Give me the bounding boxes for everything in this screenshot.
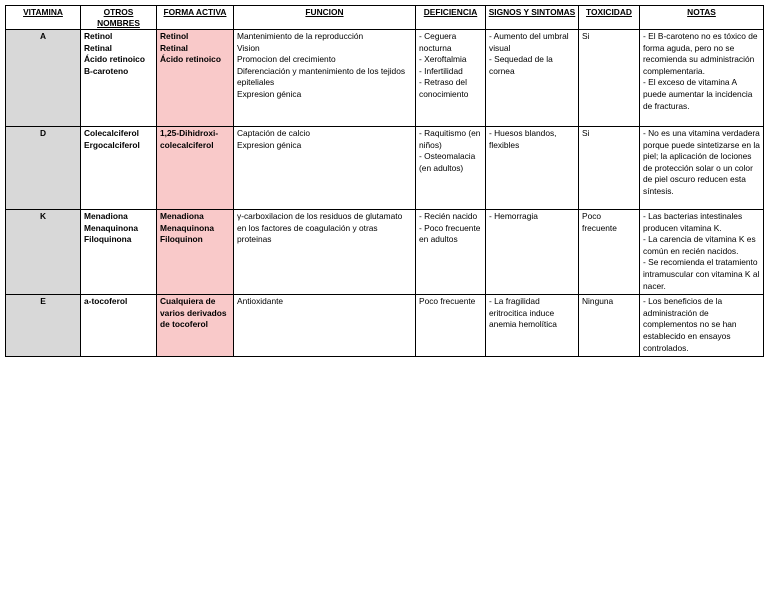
list-item: Retinol xyxy=(84,31,113,41)
list-item: Expresion génica xyxy=(237,139,302,150)
toxicidad-cell: Poco frecuente xyxy=(579,210,640,295)
list-item: Vision xyxy=(237,42,260,53)
vitamina-cell: E xyxy=(6,295,81,357)
toxicidad-cell: Ninguna xyxy=(579,295,640,357)
funcion-cell xyxy=(234,295,416,357)
list-item: Menaquinona xyxy=(84,222,138,233)
vitamina-cell: D xyxy=(6,127,81,210)
list-item: Ácido retinoico xyxy=(160,54,221,65)
otros-nombres-cell xyxy=(81,295,157,357)
list-item: - Huesos blandos, flexibles xyxy=(489,128,557,150)
header-vitamina: VITAMINA xyxy=(6,6,81,30)
list-item: Promocion del crecimiento xyxy=(237,54,336,65)
funcion-cell xyxy=(234,127,416,210)
list-item: - Hemorragia xyxy=(489,211,538,221)
notas-cell xyxy=(640,210,764,295)
deficiencia-cell xyxy=(416,127,486,210)
list-item: Menadiona xyxy=(160,211,204,221)
otros-nombres-cell xyxy=(81,210,157,295)
forma-activa-cell xyxy=(157,30,234,127)
list-item: Retinol xyxy=(160,31,189,41)
signos-cell xyxy=(486,127,579,210)
toxicidad-cell: Si xyxy=(579,30,640,127)
list-item: Menaquinona xyxy=(160,222,214,233)
list-item: - El B-caroteno no es tóxico de forma aguda, pero no se recomienda su administración complementaria. xyxy=(643,31,758,76)
list-item: a-tocoferol xyxy=(84,296,128,307)
table-row xyxy=(6,127,764,210)
forma-activa-cell xyxy=(157,295,234,357)
toxicidad-cell: Si xyxy=(579,127,640,210)
deficiencia-cell xyxy=(416,295,486,357)
table-row xyxy=(6,210,764,295)
list-item: B-caroteno xyxy=(84,65,129,76)
deficiencia-cell xyxy=(416,210,486,295)
header-row xyxy=(6,6,764,30)
list-item: Cualquiera de varios derivados de tocoferol xyxy=(160,296,227,330)
table-row xyxy=(6,295,764,357)
list-item: - Los beneficios de la administración de complementos no se han establecido en ensayos controlados. xyxy=(643,296,737,353)
list-item: - Poco frecuente en adultos xyxy=(419,222,481,245)
vitamins-table xyxy=(5,5,764,357)
list-item: - Se recomienda el tratamiento intramuscular con vitamina K al nacer. xyxy=(643,257,760,291)
header-otros-nombres: OTROS NOMBRES xyxy=(81,6,157,30)
list-item: - Infertilidad xyxy=(419,65,463,76)
otros-nombres-cell xyxy=(81,30,157,127)
list-item: - Osteomalacia (en adultos) xyxy=(419,151,476,173)
list-item: - Sequedad de la cornea xyxy=(489,54,553,76)
deficiencia-cell xyxy=(416,30,486,127)
list-item: - Xeroftalmia xyxy=(419,54,467,65)
vitamina-cell: A xyxy=(6,30,81,127)
list-item: - Ceguera nocturna xyxy=(419,31,457,53)
header-toxicidad: TOXICIDAD xyxy=(579,6,640,30)
list-item: Antioxidante xyxy=(237,296,284,307)
list-item: - No es una vitamina verdadera porque puede sintetizarse en la piel; la aplicación de lociones de protección solar o un color de piel oscuro reducen esta síntesis. xyxy=(643,128,760,196)
list-item: Ácido retinoico xyxy=(84,54,145,65)
list-item: Poco frecuente xyxy=(419,296,476,307)
list-item: Colecalciferol xyxy=(84,128,139,138)
list-item: Diferenciación y mantenimiento de los tejidos epiteliales xyxy=(237,65,406,88)
list-item: - Raquitismo (en niños) xyxy=(419,128,481,150)
notas-cell xyxy=(640,127,764,210)
header-funcion: FUNCION xyxy=(234,6,416,30)
list-item: - La fragilidad eritrocitica induce anemia hemolítica xyxy=(489,296,557,330)
list-item: - El exceso de vitamina A puede aumentar la incidencia de fracturas. xyxy=(643,77,753,111)
vitamina-cell: K xyxy=(6,210,81,295)
list-item: - La carencia de vitamina K es común en recién nacidos. xyxy=(643,234,756,256)
list-item: - Recién nacido xyxy=(419,211,478,221)
notas-cell xyxy=(640,295,764,357)
list-item: 1,25-Dihidroxi-colecalciferol xyxy=(160,128,219,150)
list-item: Captación de calcio xyxy=(237,128,311,138)
forma-activa-cell xyxy=(157,127,234,210)
list-item: Filoquinona xyxy=(84,234,132,245)
header-signos-sintomas: SIGNOS Y SINTOMAS xyxy=(486,6,579,30)
header-notas: NOTAS xyxy=(640,6,764,30)
header-forma-activa: FORMA ACTIVA xyxy=(157,6,234,30)
funcion-cell xyxy=(234,210,416,295)
notas-cell xyxy=(640,30,764,127)
list-item: Expresion génica xyxy=(237,88,302,99)
funcion-cell xyxy=(234,30,416,127)
signos-cell xyxy=(486,210,579,295)
table-row xyxy=(6,30,764,127)
list-item: Menadiona xyxy=(84,211,128,221)
signos-cell xyxy=(486,295,579,357)
signos-cell xyxy=(486,30,579,127)
forma-activa-cell xyxy=(157,210,234,295)
list-item: γ-carboxilacion de los residuos de glutamato en los factores de coagulación y otras proteinas xyxy=(237,211,403,245)
list-item: Ergocalciferol xyxy=(84,139,140,150)
header-deficiencia: DEFICIENCIA xyxy=(416,6,486,30)
otros-nombres-cell xyxy=(81,127,157,210)
list-item: - Aumento del umbral visual xyxy=(489,31,569,53)
list-item: Mantenimiento de la reproducción xyxy=(237,31,364,41)
list-item: Retinal xyxy=(160,42,188,53)
list-item: Retinal xyxy=(84,42,112,53)
list-item: Filoquinon xyxy=(160,234,203,245)
list-item: - Retraso del conocimiento xyxy=(419,77,469,99)
list-item: - Las bacterias intestinales producen vitamina K. xyxy=(643,211,743,233)
